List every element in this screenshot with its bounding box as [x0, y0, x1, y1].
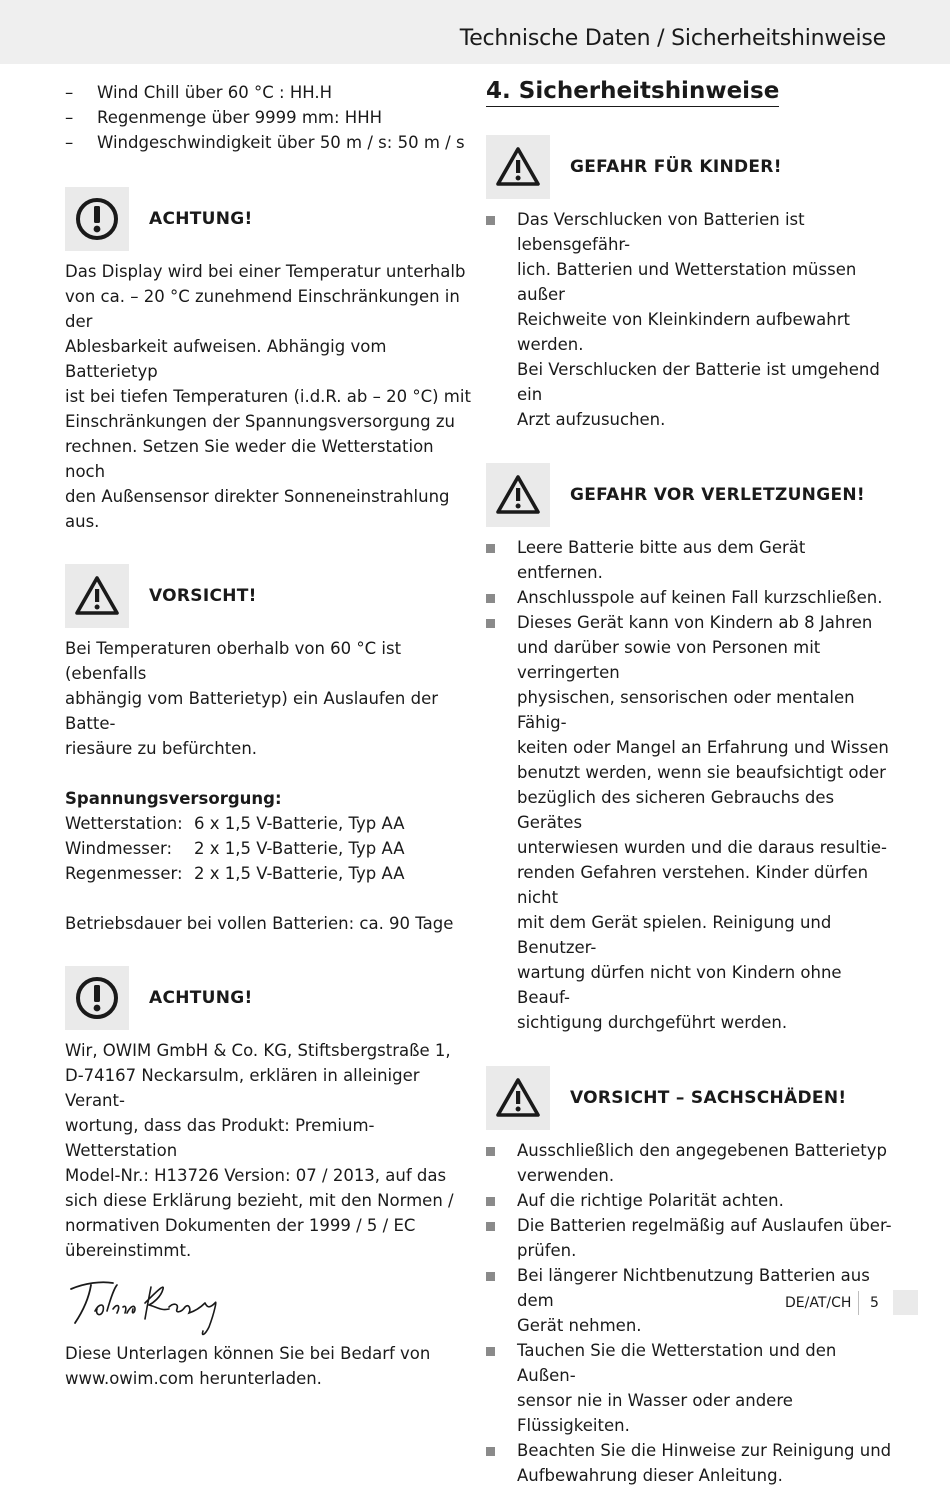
notice-title: ACHTUNG!	[149, 208, 253, 229]
footer-region: DE/AT/CH	[785, 1295, 852, 1311]
notice-text: Das Display wird bei einer Temperatur unterhalb von ca. – 20 °C zunehmend Einschränkungen in der Ablesbarkeit aufweisen. Abhängig vom Batterietyp ist bei tiefen Temperaturen (i.d.R. ab – 20 °C) mit Einschränkungen der Spannungsversorgung zu rechnen. Setzen Sie weder die Wetterstation noch den Außensensor direkter Sonneneinstrahlung aus.	[65, 262, 471, 531]
notice-title: GEFAHR VOR VERLETZUNGEN!	[570, 484, 865, 505]
warning-triangle-icon	[65, 564, 129, 628]
footer-divider	[858, 1291, 859, 1315]
runtime-text: Betriebsdauer bei vollen Batterien: ca. 90 Tage	[65, 914, 454, 933]
exclamation-circle-icon	[65, 966, 129, 1030]
list-item: – Wind Chill über 60 °C : HH.H	[65, 80, 475, 105]
page-header	[0, 0, 950, 64]
list-item: Ausschließlich den angegebenen Batterietyp verwenden.	[486, 1138, 896, 1188]
notice-title: VORSICHT!	[149, 585, 257, 606]
signature	[65, 1263, 475, 1341]
notice-text: Bei Temperaturen oberhalb von 60 °C ist (ebenfalls abhängig vom Batterietyp) ein Auslaufen der Batte- riesäure zu befürchten.	[65, 639, 438, 758]
supply-title: Spannungsversorgung:	[65, 789, 282, 808]
list-item: – Windgeschwindigkeit über 50 m / s: 50 m / s	[65, 130, 475, 155]
list-item: Auf die richtige Polarität achten.	[486, 1188, 896, 1213]
warning-triangle-icon	[486, 463, 550, 527]
list-item: Tauchen Sie die Wetterstation und den Außen- sensor nie in Wasser oder andere Flüssigkeiten.	[486, 1338, 896, 1438]
left-column	[65, 80, 475, 1391]
download-text: Diese Unterlagen können Sie bei Bedarf von www.owim.com herunterladen.	[65, 1344, 431, 1388]
notice-achtung-1	[65, 187, 475, 251]
notice-achtung-2	[65, 966, 475, 1030]
list-item: Das Verschlucken von Batterien ist lebensgefähr- lich. Batterien und Wetterstation müssen außer Reichweite von Kleinkindern aufbewahrt werden. Bei Verschlucken der Batterie ist umgehend ein Arzt aufzusuchen.	[486, 207, 896, 432]
notice-title: GEFAHR FÜR KINDER!	[570, 156, 782, 177]
notice-title: VORSICHT – SACHSCHÄDEN!	[570, 1087, 847, 1108]
exclamation-circle-icon	[65, 187, 129, 251]
footer-marker	[893, 1290, 918, 1315]
bullet-list	[486, 207, 896, 432]
page-number: 5	[870, 1295, 879, 1311]
right-column	[486, 80, 896, 1488]
warning-triangle-icon	[486, 1066, 550, 1130]
list-item: Bei längerer Nichtbenutzung Batterien aus dem Gerät nehmen.	[486, 1263, 896, 1338]
notice-gefahr-kinder	[486, 135, 896, 199]
list-item: Leere Batterie bitte aus dem Gerät entfernen.	[486, 535, 896, 585]
declaration-text: Wir, OWIM GmbH & Co. KG, Stiftsbergstraße 1, D-74167 Neckarsulm, erklären in alleiniger Verant- wortung, dass das Produkt: Premium-Wetterstation Model-Nr.: H13726 Version: 07 / 2013, auf das sich diese Erklärung bezieht, mit den Normen / normativen Dokumenten der 1999 / 5 / EC übereinstimmt.	[65, 1041, 454, 1260]
notice-gefahr-verletzungen	[486, 463, 896, 527]
supply-row: Wetterstation: 6 x 1,5 V-Batterie, Typ AA	[65, 814, 405, 833]
header-title: Technische Daten / Sicherheitshinweise	[459, 26, 886, 51]
warning-triangle-icon	[486, 135, 550, 199]
list-item: Dieses Gerät kann von Kindern ab 8 Jahren und darüber sowie von Personen mit verringerten physischen, sensorischen oder mentalen Fähig- keiten oder Mangel an Erfahrung und Wissen benutzt werden, wenn sie beaufsichtigt oder bezüglich des sicheren Gebrauchs des Gerätes unterwiesen wurden und die daraus resultie- renden Gefahren verstehen. Kinder dürfen nicht mit dem Gerät spielen. Reinigung und Benutzer- wartung dürfen nicht von Kindern ohne Beauf- sichtigung durchgeführt werden.	[486, 610, 896, 1035]
notice-title: ACHTUNG!	[149, 987, 253, 1008]
list-item: Beachten Sie die Hinweise zur Reinigung und Aufbewahrung dieser Anleitung.	[486, 1438, 896, 1488]
supply-row: Windmesser: 2 x 1,5 V-Batterie, Typ AA	[65, 839, 405, 858]
notice-sachschaeden	[486, 1066, 896, 1130]
list-item: Anschlusspole auf keinen Fall kurzschließen.	[486, 585, 896, 610]
notice-vorsicht	[65, 564, 475, 628]
list-item: – Regenmenge über 9999 mm: HHH	[65, 105, 475, 130]
list-item: Die Batterien regelmäßig auf Auslaufen über- prüfen.	[486, 1213, 896, 1263]
bullet-list	[486, 535, 896, 1035]
section-title: 4. Sicherheitshinweise	[486, 79, 779, 107]
supply-row: Regenmesser: 2 x 1,5 V-Batterie, Typ AA	[65, 864, 405, 883]
power-supply	[65, 786, 475, 936]
bullet-list	[486, 1138, 896, 1488]
dash-list	[65, 80, 475, 155]
